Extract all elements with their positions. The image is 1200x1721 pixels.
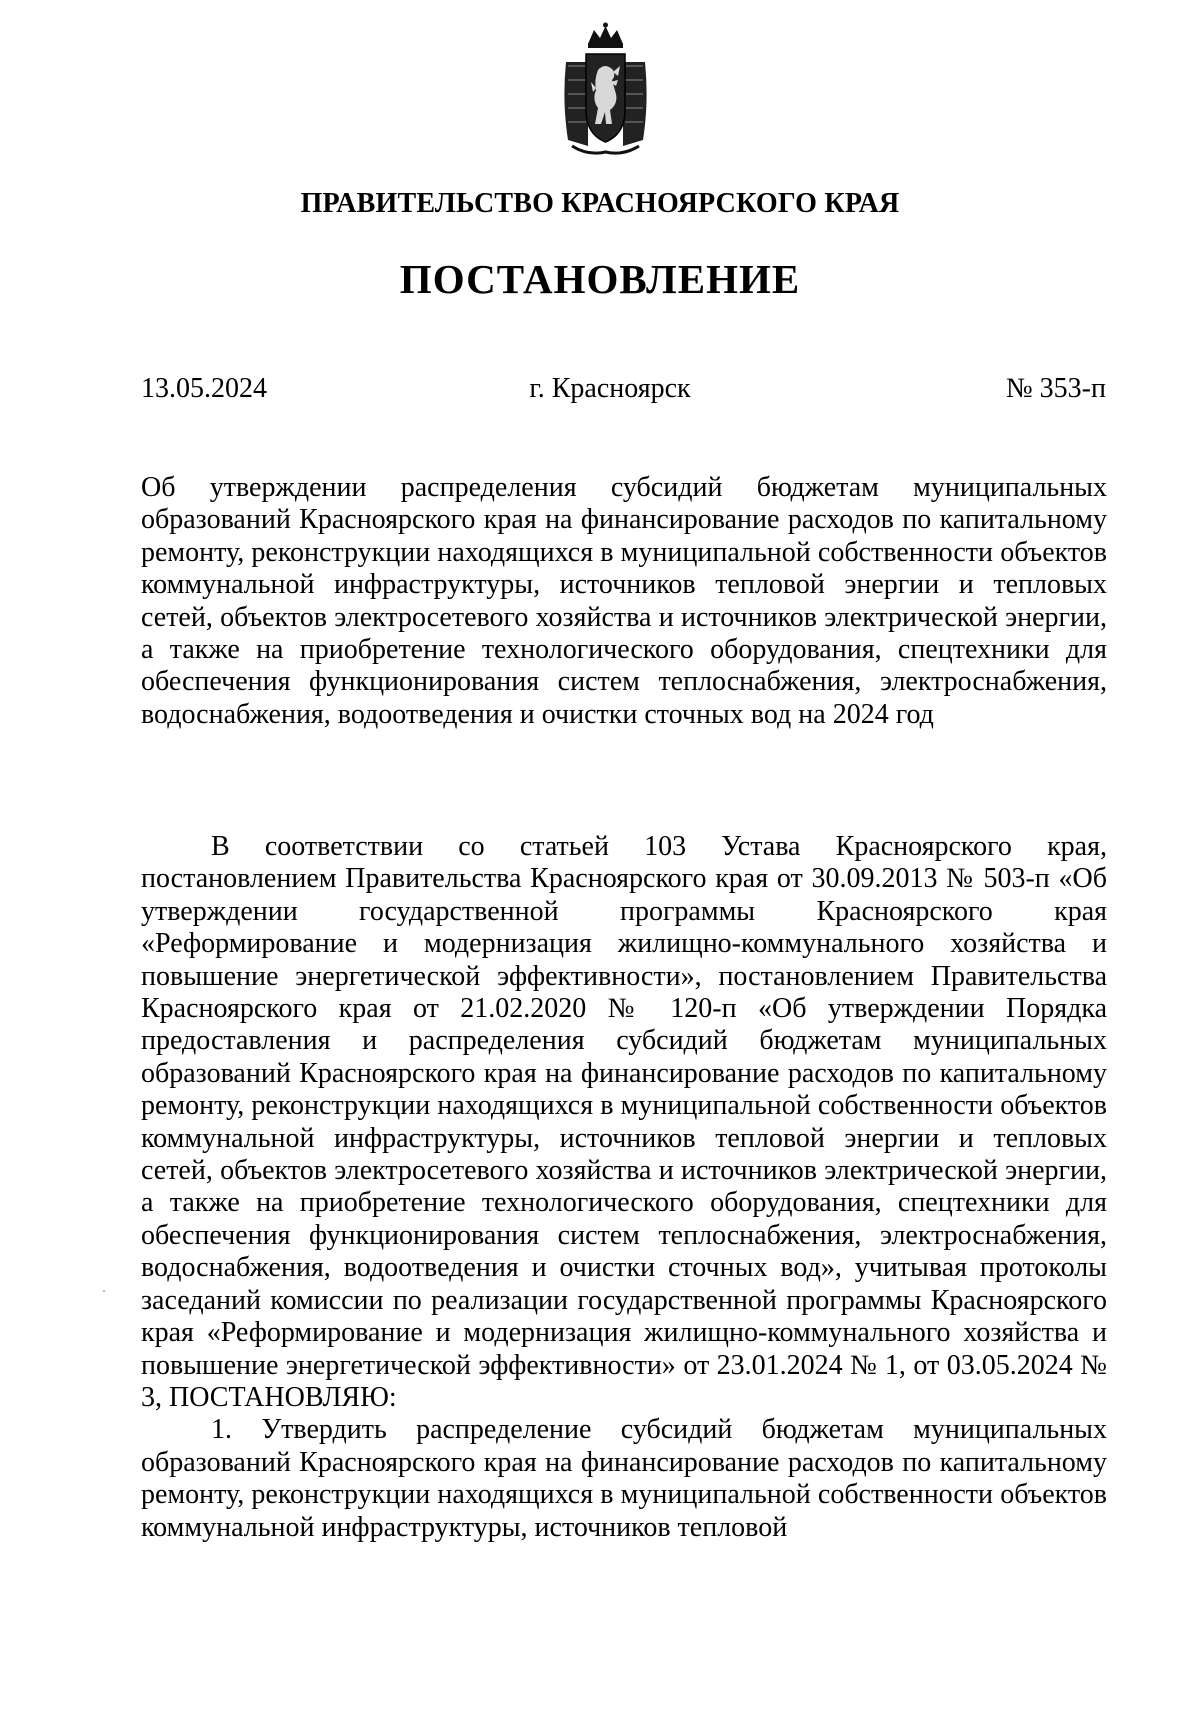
- document-date: 13.05.2024: [141, 373, 267, 404]
- document-number: № 353-п: [1005, 373, 1106, 404]
- preamble-paragraph: [141, 831, 1107, 1414]
- document-type: ПОСТАНОВЛЕНИЕ: [399, 256, 801, 302]
- scan-artifact: [103, 1290, 105, 1292]
- preamble-text: В соответствии со статьей 103 Устава Красноярского края, постановлением Правительства Красноярского края от 30.09.2013 № 503-п «Об утверждении государственной программы Красноярского края «Реформирование и модернизация жилищно-коммунального хозяйства и повышение энергетической эффективности», постановлением Правительства Красноярского края от 21.02.2020 № 120-п «Об утверждении Порядка предоставления и распределения субсидий бюджетам муниципальных образований Красноярского края на финансирование расходов по капитальному ремонту, реконструкции находящихся в муниципальной собственности объектов коммунальной инфраструктуры, источников тепловой энергии и тепловых сетей, объектов электросетевого хозяйства и источников электрической энергии, а также на приобретение технологического оборудования, спецтехники для обеспечения функционирования систем теплоснабжения, электроснабжения, водоснабжения, водоотведения и очистки сточных вод», учитывая протоколы заседаний комиссии по реализации государственной программы Красноярского края «Реформирование и модернизация жилищно-коммунального хозяйства и повышение энергетической эффективности» от 23.01.2024 № 1, от 03.05.2024 № 3,: [141, 831, 1107, 1413]
- document-body: [141, 831, 1107, 1544]
- document-place: г. Красноярск: [529, 373, 691, 404]
- coat-of-arms-icon: [558, 22, 653, 157]
- organization-name: ПРАВИТЕЛЬСТВО КРАСНОЯРСКОГО КРАЯ: [300, 188, 900, 219]
- item-1-paragraph: 1. Утвердить распределение субсидий бюджетам муниципальных образований Красноярского края на финансирование расходов по капитальному ремонту, реконструкции находящихся в муниципальной собственности объектов коммунальной инфраструктуры, источников тепловой: [141, 1414, 1107, 1543]
- document-subject: Об утверждении распределения субсидий бюджетам муниципальных образований Красноярского края на финансирование расходов по капитальному ремонту, реконструкции находящихся в муниципальной собственности объектов коммунальной инфраструктуры, источников тепловой энергии и тепловых сетей, объектов электросетевого хозяйства и источников электрической энергии, а также на приобретение технологического оборудования, спецтехники для обеспечения функционирования систем теплоснабжения, электроснабжения, водоснабжения, водоотведения и очистки сточных вод на 2024 год: [141, 472, 1107, 730]
- decree-word: ПОСТАНОВЛЯЮ:: [169, 1381, 397, 1413]
